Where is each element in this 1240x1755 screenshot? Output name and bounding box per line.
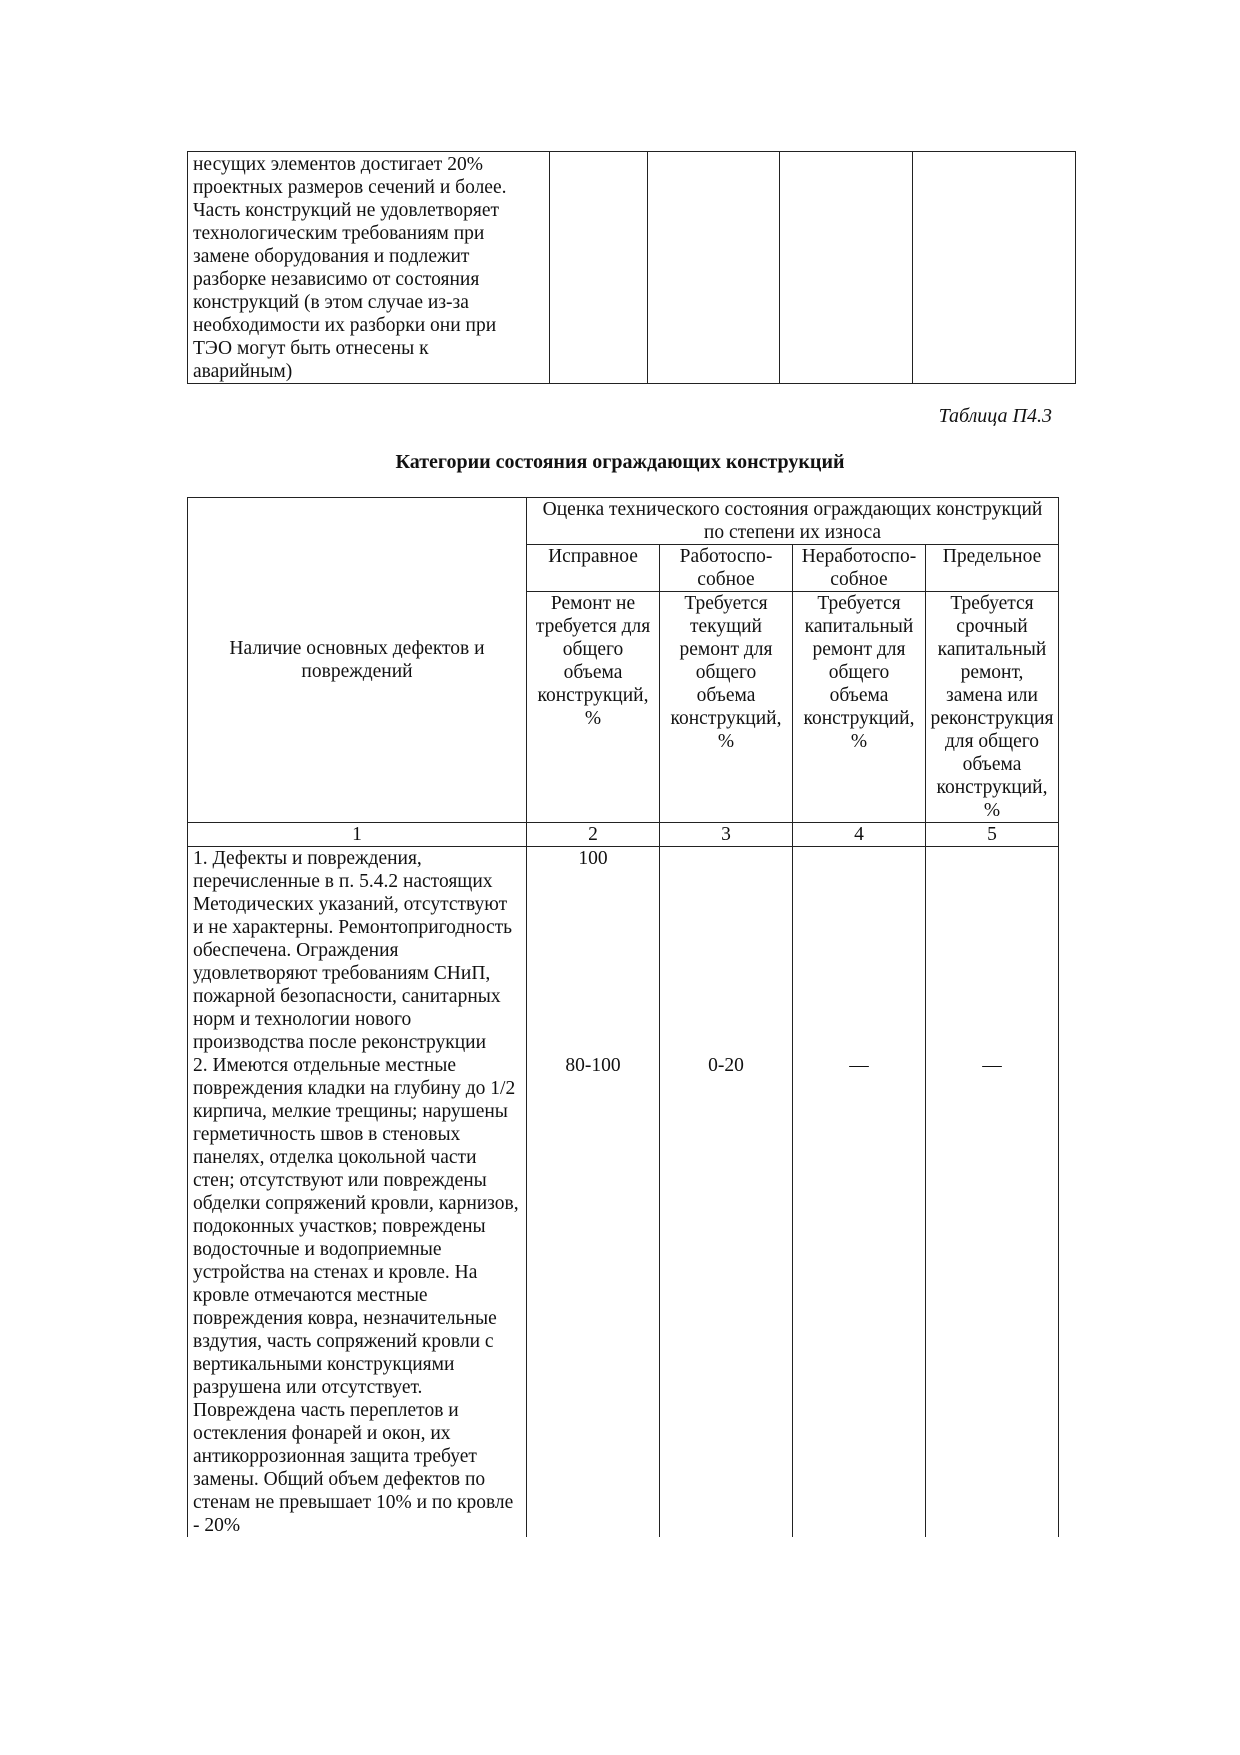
table-title: Категории состояния ограждающих конструкций [395, 451, 845, 473]
text-line: технологическим требованиям при [193, 223, 485, 244]
value-column-2 [527, 847, 660, 1538]
text-line: необходимости их разборки они при [193, 315, 497, 336]
column-number: 1 [188, 823, 527, 847]
empty-cell [550, 152, 648, 384]
table-row [188, 847, 1059, 1538]
empty-cell [913, 152, 1076, 384]
state-header: Предельное [926, 545, 1059, 592]
row-2-text: 2. Имеются отдельные местные повреждения кладки на глубину до 1/2 кирпича, мелкие трещины; нарушены герметичность швов в стеновых панелях, отделка цокольной части стен; отсутствуют или повреждены обделки сопряжений кровли, карнизов, подоконных участков; повреждены водосточные и водоприемные устройства на стенах и кровле. На кровле отмечаются местные повреждения ковра, незначительные вздутия, часть сопряжений кровли с вертикальными конструкциями разрушена или отсутствует. Повреждена часть переплетов и остекления фонарей и окон, их антикоррозионная защита требует замены. Общий объем дефектов по стенам не превышает 10% и по кровле - 20% [193, 1055, 519, 1536]
text-line: аварийным) [193, 361, 293, 382]
text-line: Часть конструкций не удовлетворяет [193, 200, 499, 221]
value-column-5 [926, 847, 1059, 1538]
requirement-header: Требуется срочный капитальный ремонт, замена или реконструкция для общего объема конструкций, % [926, 592, 1059, 823]
text-line: замене оборудования и подлежит [193, 246, 470, 267]
row-1-value: 100 [578, 848, 608, 869]
row-2-value: 0-20 [708, 1055, 744, 1076]
header-defects: Наличие основных дефектов и повреждений [188, 498, 527, 823]
table-row [188, 152, 1076, 384]
continued-table [187, 151, 1076, 384]
column-number: 3 [660, 823, 793, 847]
text-line: несущих элементов достигает 20% [193, 154, 483, 175]
column-number: 5 [926, 823, 1059, 847]
requirement-header: Ремонт не требуется для общего объема конструкций, % [527, 592, 660, 823]
value-column-3 [660, 847, 793, 1538]
state-header: Неработоспо-собное [793, 545, 926, 592]
text-line: конструкций (в этом случае из-за [193, 292, 469, 313]
value-column-4 [793, 847, 926, 1538]
text-line: разборке независимо от состояния [193, 269, 480, 290]
text-line: проектных размеров сечений и более. [193, 177, 507, 198]
column-number: 2 [527, 823, 660, 847]
state-header: Исправное [527, 545, 660, 592]
defect-description-cell [188, 152, 550, 384]
table-number: Таблица П4.3 [938, 405, 1052, 427]
row-2-value: — [982, 1055, 1002, 1076]
header-group: Оценка технического состояния ограждающих конструкций по степени их износа [527, 498, 1059, 545]
column-number: 4 [793, 823, 926, 847]
row-1-text: 1. Дефекты и повреждения, перечисленные в п. 5.4.2 настоящих Методических указаний, отсутствуют и не характерны. Ремонтопригодность обеспечена. Ограждения удовлетворяют требованиям СНиП, пожарной безопасности, санитарных норм и технологии нового производства после реконструкции [193, 848, 513, 1053]
empty-cell [780, 152, 913, 384]
row-2-value: — [849, 1055, 869, 1076]
empty-cell [647, 152, 780, 384]
row-2-value: 80-100 [565, 1055, 621, 1076]
column-number-row [188, 823, 1059, 847]
condition-categories-table [187, 497, 1059, 1537]
state-header: Работоспо-собное [660, 545, 793, 592]
defects-cell [188, 847, 527, 1538]
requirement-header: Требуется текущий ремонт для общего объема конструкций, % [660, 592, 793, 823]
text-line: ТЭО могут быть отнесены к [193, 338, 429, 359]
requirement-header: Требуется капитальный ремонт для общего объема конструкций, % [793, 592, 926, 823]
header-row [188, 498, 1059, 545]
